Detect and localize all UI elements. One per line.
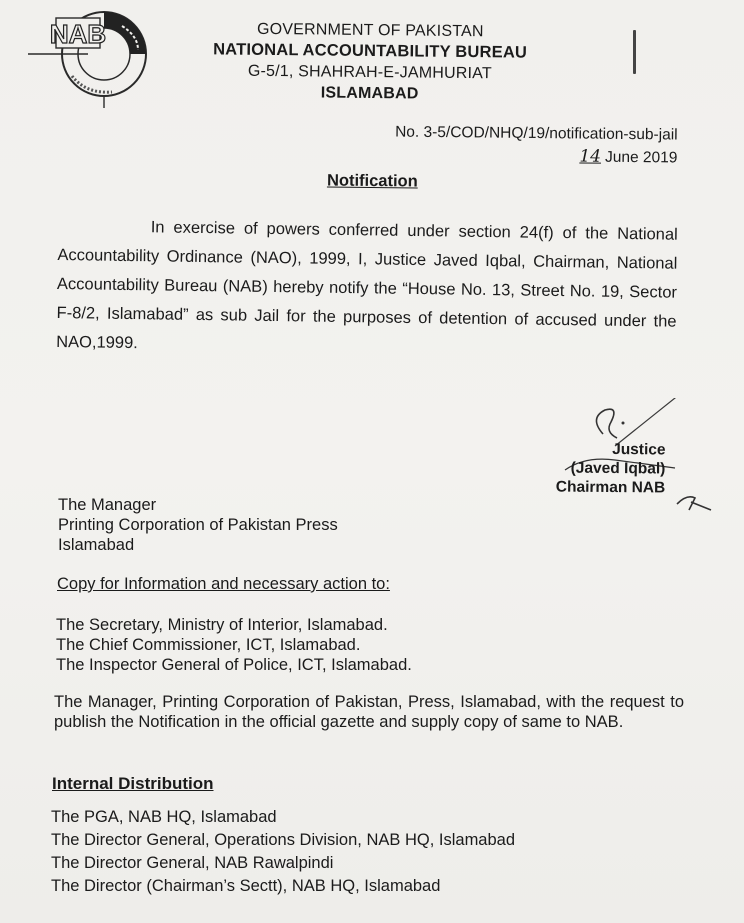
header-address: G-5/1, SHAHRAH-E-JAMHURIAT xyxy=(247,62,492,83)
addressee-block xyxy=(58,495,338,555)
document-title: Notification xyxy=(326,171,418,191)
body-paragraph: In exercise of powers conferred under section 24(f) of the National Accountability Ordinance (NAO), 1999, I, Justice Javed Iqbal, Chairman, National Accountability Bureau (NAB) hereby notify the “House No. 13, Street No. 19, Sector F-8/2, Islamabad” as sub Jail for the purposes of detention of accused under the NAO,1999. xyxy=(56,218,678,353)
logo-text: NAB xyxy=(49,19,107,49)
copy-item: The Inspector General of Police, ICT, Islamabad. xyxy=(56,656,412,674)
reference-block xyxy=(395,122,678,170)
addressee-line: The Manager xyxy=(58,496,157,514)
date-month-year: June 2019 xyxy=(605,148,678,167)
internal-item: The Director General, Operations Division, NAB HQ, Islamabad xyxy=(51,831,516,849)
page-edge-mark xyxy=(633,30,636,74)
signatory-title: Justice xyxy=(612,441,666,459)
manager-note: The Manager, Printing Corporation of Pakistan, Press, Islamabad, with the request to publish the Notification in the official gazette and supply copy of same to NAB. xyxy=(54,693,684,731)
addressee-line: Printing Corporation of Pakistan Press xyxy=(58,516,338,534)
internal-item: The Director General, NAB Rawalpindi xyxy=(51,854,334,872)
header-city: ISLAMABAD xyxy=(320,84,419,103)
reference-date xyxy=(395,144,678,170)
copy-item: The Chief Commissioner, ICT, Islamabad. xyxy=(56,636,361,654)
internal-item: The PGA, NAB HQ, Islamabad xyxy=(51,808,277,826)
header-government: GOVERNMENT OF PAKISTAN xyxy=(256,20,484,41)
signature-block xyxy=(556,440,666,498)
internal-distribution-heading: Internal Distribution xyxy=(52,774,214,793)
signatory-name: (Javed Iqbal) xyxy=(570,459,666,478)
header-bureau: NATIONAL ACCOUNTABILITY BUREAU xyxy=(213,40,528,62)
signatory-designation: Chairman NAB xyxy=(555,478,666,497)
internal-item: The Director (Chairman’s Sectt), NAB HQ, Islamabad xyxy=(51,877,441,895)
copy-heading: Copy for Information and necessary action to: xyxy=(57,575,390,593)
internal-distribution-list xyxy=(51,806,515,898)
addressee-line: Islamabad xyxy=(58,536,135,554)
letterhead xyxy=(205,18,536,105)
copy-list xyxy=(56,615,412,675)
reference-number: No. 3-5/COD/NHQ/19/notification-sub-jail xyxy=(395,123,679,144)
nab-logo-icon xyxy=(26,6,156,110)
copy-item: The Secretary, Ministry of Interior, Islamabad. xyxy=(56,616,388,634)
date-day: 14 xyxy=(579,146,602,167)
